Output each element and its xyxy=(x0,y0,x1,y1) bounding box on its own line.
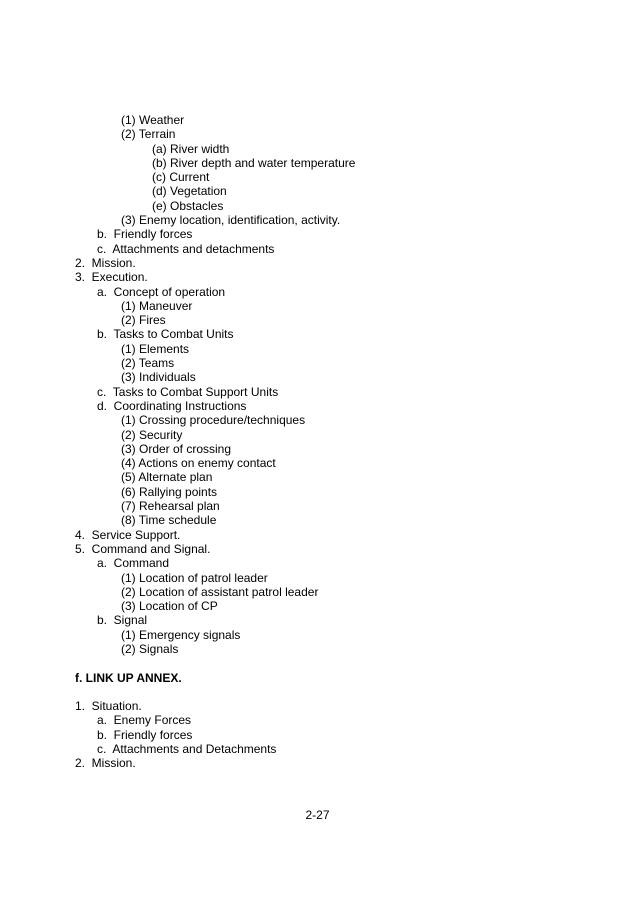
outline-line: 2. Mission. xyxy=(75,255,136,270)
outline-line: 4. Service Support. xyxy=(75,527,181,542)
outline-line: (2) Signals xyxy=(121,641,179,656)
outline-line: 5. Command and Signal. xyxy=(75,541,211,556)
page-number: 2-27 xyxy=(305,808,330,822)
outline-line: d. Coordinating Instructions xyxy=(97,398,247,413)
outline-line: (2) Security xyxy=(121,427,183,442)
outline-line: (c) Current xyxy=(152,170,210,185)
outline-line: (3) Enemy location, identification, activity. xyxy=(121,213,341,228)
outline-line: (1) Crossing procedure/techniques xyxy=(121,413,306,428)
outline-line: b. Friendly forces xyxy=(97,727,193,742)
outline-line: (1) Location of patrol leader xyxy=(121,570,268,585)
outline-line: (1) Emergency signals xyxy=(121,627,241,642)
section-heading: f. LINK UP ANNEX. xyxy=(75,670,182,685)
outline-line: a. Concept of operation xyxy=(97,284,226,299)
outline-line: a. Command xyxy=(97,556,170,571)
outline-line: b. Friendly forces xyxy=(97,227,193,242)
outline-line: (2) Location of assistant patrol leader xyxy=(121,584,319,599)
outline-line: 3. Execution. xyxy=(75,270,148,285)
outline-line: (3) Individuals xyxy=(121,370,196,385)
outline-line: b. Tasks to Combat Units xyxy=(97,327,234,342)
outline-line xyxy=(75,685,615,699)
outline-line: (1) Maneuver xyxy=(121,298,193,313)
outline-line: (3) Location of CP xyxy=(121,599,218,614)
outline-line: (7) Rehearsal plan xyxy=(121,499,220,514)
outline-line: (1) Weather xyxy=(121,113,185,127)
outline-line: c. Attachments and detachments xyxy=(97,241,275,256)
outline-line: (4) Actions on enemy contact xyxy=(121,456,276,471)
outline-line: 1. Situation. xyxy=(75,699,142,714)
outline-line xyxy=(75,656,615,670)
outline-line: (2) Teams xyxy=(121,356,175,371)
outline-line: (8) Time schedule xyxy=(121,513,217,528)
outline-line: (e) Obstacles xyxy=(152,198,224,213)
outline-line: (5) Alternate plan xyxy=(121,470,213,485)
outline-line: b. Signal xyxy=(97,613,148,628)
outline-line: c. Tasks to Combat Support Units xyxy=(97,384,279,399)
outline-line: (d) Vegetation xyxy=(152,184,227,199)
outline-line: 2. Mission. xyxy=(75,756,136,771)
outline-line: (6) Rallying points xyxy=(121,484,218,499)
outline-line: (a) River width xyxy=(152,141,230,156)
outline-line: c. Attachments and Detachments xyxy=(97,742,277,757)
outline-content xyxy=(75,113,615,771)
outline-line: (3) Order of crossing xyxy=(121,441,232,456)
outline-line: (2) Fires xyxy=(121,313,166,328)
outline-line: (1) Elements xyxy=(121,341,190,356)
outline-line: (b) River depth and water temperature xyxy=(152,155,356,170)
outline-line: (2) Terrain xyxy=(121,127,176,142)
outline-line: a. Enemy Forces xyxy=(97,713,192,728)
